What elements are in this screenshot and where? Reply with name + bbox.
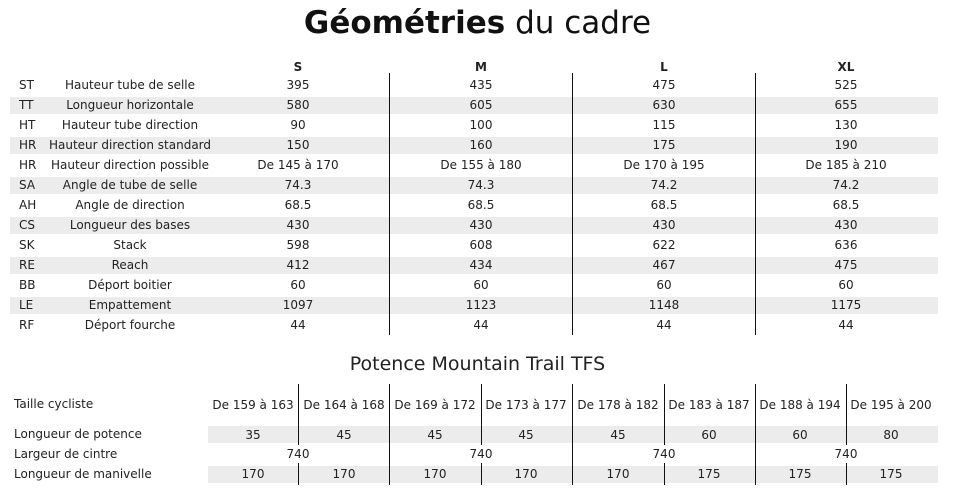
geometry-value: 44 — [290, 318, 306, 332]
column-divider — [755, 384, 756, 485]
stem-length-value: 80 — [883, 428, 899, 442]
geometry-value: 44 — [656, 318, 672, 332]
size-header-m: M — [475, 60, 487, 74]
geometry-value: 598 — [286, 238, 310, 252]
geometry-label: Angle de direction — [75, 198, 185, 212]
rider-size: De 169 à 172 — [394, 398, 476, 412]
geometry-value: 435 — [469, 78, 493, 92]
geometry-value: 1175 — [830, 298, 862, 312]
geometry-code: RE — [19, 258, 35, 272]
bar-width-value: 740 — [469, 447, 493, 461]
geometry-value: 90 — [290, 118, 306, 132]
geometry-value: 175 — [652, 138, 676, 152]
stem-length-value: 45 — [518, 428, 534, 442]
geometry-value: De 145 à 170 — [257, 158, 339, 172]
geometry-value: 467 — [652, 258, 676, 272]
column-divider — [389, 384, 390, 485]
geometry-value: De 170 à 195 — [623, 158, 705, 172]
geometry-code: BB — [19, 278, 36, 292]
geometry-value: 160 — [469, 138, 493, 152]
geometry-code: RF — [19, 318, 35, 332]
stem-length-value: 45 — [336, 428, 352, 442]
geometry-value: 60 — [656, 278, 672, 292]
bar-width-value: 740 — [652, 447, 676, 461]
crank-length-value: 170 — [332, 467, 356, 481]
column-divider — [572, 73, 573, 335]
stem-title: Potence Mountain Trail TFS — [349, 353, 606, 375]
geometry-label: Hauteur direction possible — [51, 158, 209, 172]
geometry-value: 655 — [834, 98, 858, 112]
geometry-label: Déport fourche — [84, 318, 176, 332]
geometry-code: SK — [19, 238, 35, 252]
geometry-value: 1148 — [648, 298, 680, 312]
geometry-code: HR — [19, 138, 37, 152]
title-bold: Géométries — [303, 5, 506, 41]
geometry-value: 68.5 — [284, 198, 312, 212]
geometry-value: 395 — [286, 78, 310, 92]
geometry-value: 430 — [652, 218, 676, 232]
geometry-value: 68.5 — [467, 198, 495, 212]
geometry-value: 74.2 — [832, 178, 860, 192]
column-divider — [572, 384, 573, 485]
geometry-value: 44 — [473, 318, 489, 332]
geometry-value: 430 — [834, 218, 858, 232]
column-divider — [755, 73, 756, 335]
geometry-label: Empattement — [88, 298, 172, 312]
geometry-code: LE — [19, 298, 34, 312]
bar-width-value: 740 — [834, 447, 858, 461]
stem-length-value: 60 — [701, 428, 717, 442]
geometry-value: 150 — [286, 138, 310, 152]
geometry-code: TT — [19, 98, 34, 112]
geometry-value: 44 — [838, 318, 854, 332]
geometry-label: Reach — [111, 258, 149, 272]
geometry-value: 100 — [469, 118, 493, 132]
geometry-code: HR — [19, 158, 37, 172]
rider-size: De 195 à 200 — [850, 398, 932, 412]
column-divider — [664, 384, 665, 445]
geometry-value: 630 — [652, 98, 676, 112]
size-header-s: S — [293, 60, 303, 74]
geometry-code: CS — [19, 218, 35, 232]
column-divider — [664, 463, 665, 485]
geometry-label: Longueur des bases — [69, 218, 191, 232]
geometry-value: 434 — [469, 258, 493, 272]
size-header-l: L — [660, 60, 668, 74]
geometry-code: SA — [19, 178, 36, 192]
bar-width-value: 740 — [286, 447, 310, 461]
crank-length-value: 170 — [606, 467, 630, 481]
geometry-value: 68.5 — [832, 198, 860, 212]
column-divider — [389, 73, 390, 335]
stem-length-label: Longueur de potence — [14, 427, 142, 441]
crank-length-value: 175 — [697, 467, 721, 481]
size-header-xl: XL — [837, 60, 855, 74]
geometry-value: 60 — [290, 278, 306, 292]
geometry-label: Longueur horizontale — [66, 98, 194, 112]
rider-size: De 188 à 194 — [759, 398, 841, 412]
column-divider — [481, 463, 482, 485]
geometry-value: 74.3 — [467, 178, 495, 192]
geometry-value: 475 — [652, 78, 676, 92]
crank-length-value: 170 — [514, 467, 538, 481]
geometry-label: Hauteur tube de selle — [64, 78, 196, 92]
geometry-value: 636 — [834, 238, 858, 252]
geometry-code: HT — [19, 118, 36, 132]
crank-length-label: Longueur de manivelle — [14, 467, 152, 481]
stem-length-value: 45 — [427, 428, 443, 442]
geometry-value: 130 — [834, 118, 858, 132]
geometry-value: 115 — [652, 118, 676, 132]
geometry-value: 74.3 — [284, 178, 312, 192]
stem-length-value: 60 — [792, 428, 808, 442]
column-divider — [846, 384, 847, 445]
title-rest: du cadre — [515, 5, 652, 41]
rider-size: De 183 à 187 — [668, 398, 750, 412]
crank-length-value: 175 — [879, 467, 903, 481]
column-divider — [846, 463, 847, 485]
column-divider — [481, 384, 482, 445]
geometry-code: AH — [19, 198, 37, 212]
geometry-value: 60 — [473, 278, 489, 292]
rider-size: De 173 à 177 — [485, 398, 567, 412]
column-divider — [298, 384, 299, 445]
stem-length-value: 35 — [245, 428, 261, 442]
geometry-value: 74.2 — [650, 178, 678, 192]
geometry-value: 430 — [286, 218, 310, 232]
geometry-value: 412 — [286, 258, 310, 272]
geometry-value: De 155 à 180 — [440, 158, 522, 172]
geometry-label: Angle de tube de selle — [62, 178, 198, 192]
geometry-code: ST — [19, 78, 34, 92]
geometry-value: 475 — [834, 258, 858, 272]
bar-width-label: Largeur de cintre — [14, 447, 118, 461]
crank-length-value: 170 — [423, 467, 447, 481]
rider-size: De 178 à 182 — [577, 398, 659, 412]
rider-size: De 164 à 168 — [303, 398, 385, 412]
crank-length-value: 175 — [788, 467, 812, 481]
geometry-value: 60 — [838, 278, 854, 292]
geometry-value: 430 — [469, 218, 493, 232]
geometry-value: 1123 — [465, 298, 497, 312]
geometry-label: Déport boitier — [88, 278, 172, 292]
crank-length-value: 170 — [241, 467, 265, 481]
rider-size: De 159 à 163 — [212, 398, 294, 412]
geometry-label: Stack — [113, 238, 147, 252]
stem-length-value: 45 — [610, 428, 626, 442]
geometry-value: 622 — [652, 238, 676, 252]
page-title — [0, 2, 955, 44]
geometry-value: 608 — [469, 238, 493, 252]
geometry-value: 605 — [469, 98, 493, 112]
geometry-value: 580 — [286, 98, 310, 112]
geometry-value: De 185 à 210 — [805, 158, 887, 172]
geometry-label: Hauteur tube direction — [61, 118, 199, 132]
column-divider — [298, 463, 299, 485]
geometry-value: 190 — [834, 138, 858, 152]
geometry-value: 1097 — [282, 298, 314, 312]
geometry-label: Hauteur direction standard — [48, 138, 212, 152]
geometry-value: 68.5 — [650, 198, 678, 212]
rider-size-label: Taille cycliste — [14, 397, 94, 411]
geometry-value: 525 — [834, 78, 858, 92]
